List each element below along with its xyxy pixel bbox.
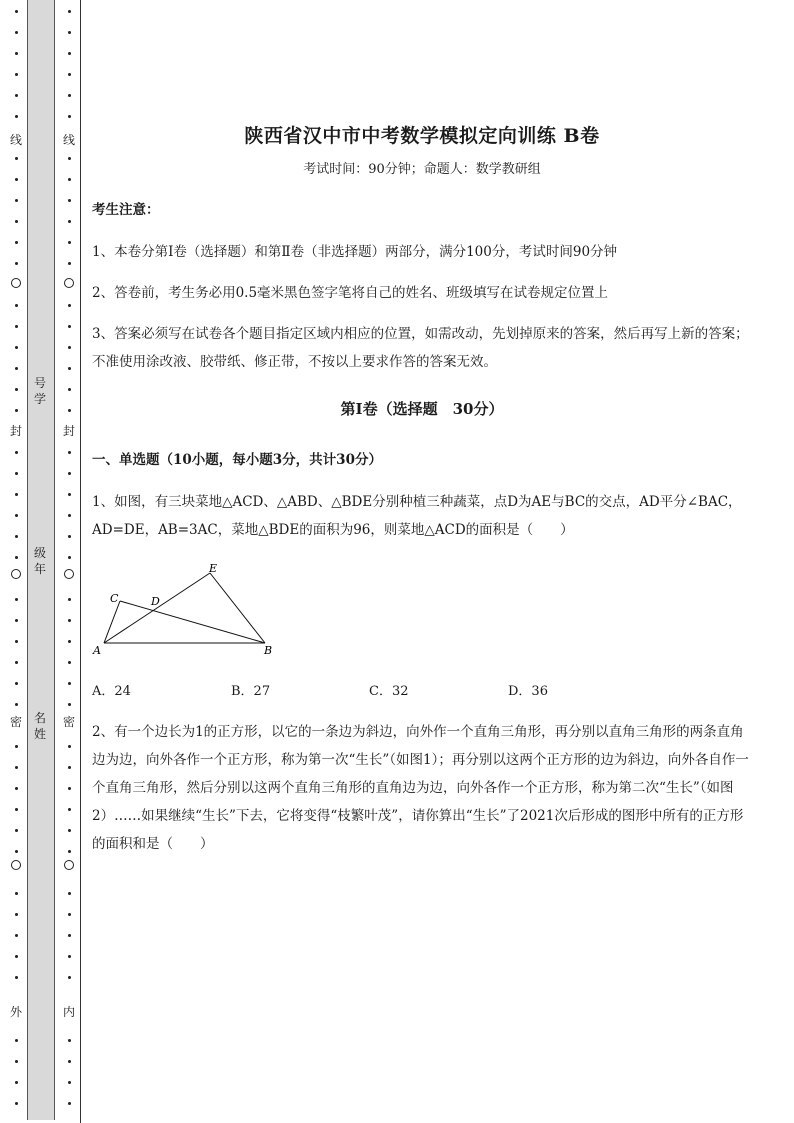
section-title: 第Ⅰ卷（选择题 30分） xyxy=(340,400,504,418)
binding-dot xyxy=(68,346,71,349)
binding-dot xyxy=(68,787,71,790)
binding-dot xyxy=(15,1060,18,1063)
binding-dot xyxy=(15,346,18,349)
question-1-text: 1、如图，有三块菜地△ACD、△ABD、△BDE分别种植三种蔬菜，点D为AE与BC的交点，AD平分∠BAC，AD=DE，AB=3AC，菜地△BDE的面积为96，则菜地△ACD的面积是（ ） xyxy=(92,494,742,538)
binding-dot xyxy=(68,1102,71,1105)
option-b[interactable]: B．27 xyxy=(231,684,271,699)
binding-circle xyxy=(64,569,74,579)
binding-dot xyxy=(68,766,71,769)
binding-dot xyxy=(68,10,71,13)
question-2-text: 2、有一个边长为1的正方形，以它的一条边为斜边，向外作一个直角三角形，再分别以直角三角形的两条直角边为边，向外各作一个正方形，称为第一次“生长”（如图1）；再分别以这两个正方形的边为斜边，向外各自作一个直角三角形，然后分别以这两个直角三角形的直角边为边，向外各作一个正方形，称为第二次“生长”（如图2）……如果继续“生长”下去，它将变得“枝繁叶茂”，请你算出“生长”了2021次后形成的图形中所有的正方形的面积和是（ ） xyxy=(92,724,749,852)
binding-dot xyxy=(15,178,18,181)
binding-dot xyxy=(15,115,18,118)
binding-dot xyxy=(15,472,18,475)
binding-dot xyxy=(68,1081,71,1084)
binding-dot xyxy=(68,199,71,202)
binding-dot xyxy=(15,304,18,307)
part-heading: 一、单选题（10小题，每小题3分，共计30分） xyxy=(92,452,382,468)
margin-char-nei-inner: 内 xyxy=(62,1005,75,1019)
binding-dot xyxy=(68,808,71,811)
binding-dot xyxy=(68,241,71,244)
name-label: 名 姓 xyxy=(33,711,46,741)
binding-dot xyxy=(68,703,71,706)
notice-item-1: 1、本卷分第Ⅰ卷（选择题）和第Ⅱ卷（非选择题）两部分，满分100分，考试时间90分钟 xyxy=(92,244,618,260)
point-d-label: D xyxy=(151,595,160,608)
binding-dot xyxy=(68,220,71,223)
binding-dot xyxy=(15,1102,18,1105)
binding-dot xyxy=(15,262,18,265)
binding-dot xyxy=(15,661,18,664)
binding-dot xyxy=(15,73,18,76)
binding-dot xyxy=(68,829,71,832)
binding-dot xyxy=(68,976,71,979)
binding-dot xyxy=(15,388,18,391)
binding-dot xyxy=(68,367,71,370)
binding-dot xyxy=(15,409,18,412)
binding-dot xyxy=(15,1081,18,1084)
binding-dot xyxy=(15,976,18,979)
segment-ae xyxy=(104,573,210,643)
notice-item-3: 3、答案必须写在试卷各个题目指定区域内相应的位置，如需改动，先划掉原来的答案，然后再写上新的答案；不准使用涂改液、胶带纸、修正带，不按以上要求作答的答案无效。 xyxy=(92,326,749,370)
binding-dot xyxy=(15,493,18,496)
binding-dot xyxy=(15,829,18,832)
page-title: 陕西省汉中市中考数学模拟定向训练 B卷 xyxy=(244,125,600,147)
binding-dot xyxy=(68,640,71,643)
binding-dot xyxy=(15,451,18,454)
binding-dot xyxy=(68,178,71,181)
binding-circle xyxy=(64,860,74,870)
binding-dot xyxy=(68,388,71,391)
binding-dot xyxy=(15,640,18,643)
student-number-label: 号 学 xyxy=(33,376,46,406)
margin-char-xian-inner: 线 xyxy=(62,133,75,147)
margin-char-feng-inner: 封 xyxy=(62,424,75,438)
segment-eb xyxy=(210,573,265,643)
binding-dot xyxy=(68,409,71,412)
binding-dot xyxy=(68,934,71,937)
notice-heading: 考生注意： xyxy=(92,202,160,218)
margin-char-mi-inner: 密 xyxy=(62,715,75,729)
point-a-label: A xyxy=(93,644,101,657)
binding-dot xyxy=(15,325,18,328)
binding-dot xyxy=(15,955,18,958)
binding-dot xyxy=(68,745,71,748)
binding-dot xyxy=(15,598,18,601)
option-d[interactable]: D．36 xyxy=(508,684,548,699)
binding-dot xyxy=(68,73,71,76)
binding-dot xyxy=(15,619,18,622)
binding-dot xyxy=(15,808,18,811)
binding-circle xyxy=(64,278,74,288)
binding-dot xyxy=(68,661,71,664)
binding-dot xyxy=(15,787,18,790)
binding-dot xyxy=(68,955,71,958)
binding-circle xyxy=(11,569,21,579)
binding-dot xyxy=(68,157,71,160)
binding-dot xyxy=(15,556,18,559)
binding-dot xyxy=(15,514,18,517)
binding-dot xyxy=(15,703,18,706)
binding-dot xyxy=(15,220,18,223)
binding-dot xyxy=(68,493,71,496)
binding-dot xyxy=(68,619,71,622)
margin-char-xian: 线 xyxy=(9,133,22,147)
binding-dot xyxy=(15,94,18,97)
binding-dot xyxy=(68,682,71,685)
binding-dot xyxy=(15,850,18,853)
binding-dot xyxy=(15,199,18,202)
binding-dot xyxy=(15,934,18,937)
binding-dot xyxy=(68,451,71,454)
binding-dot xyxy=(68,262,71,265)
segment-cb xyxy=(120,601,265,643)
margin-char-wai: 外 xyxy=(9,1005,22,1019)
binding-dot xyxy=(68,325,71,328)
binding-dot xyxy=(15,892,18,895)
margin-char-mi: 密 xyxy=(9,715,22,729)
binding-dot xyxy=(15,766,18,769)
binding-circle xyxy=(11,860,21,870)
binding-dot xyxy=(68,514,71,517)
binding-dot xyxy=(68,892,71,895)
binding-dot xyxy=(15,535,18,538)
binding-line xyxy=(80,0,81,1123)
binding-dot xyxy=(68,52,71,55)
binding-dot xyxy=(68,31,71,34)
segment-ac xyxy=(104,601,120,643)
question-1-figure xyxy=(92,558,282,658)
binding-dot xyxy=(15,10,18,13)
binding-dot xyxy=(68,913,71,916)
notice-item-2: 2、答卷前，考生务必用0.5毫米黑色签字笔将自己的姓名、班级填写在试卷规定位置上 xyxy=(92,285,609,301)
option-c[interactable]: C．32 xyxy=(369,684,409,699)
binding-dot xyxy=(68,472,71,475)
binding-dot xyxy=(15,745,18,748)
binding-dot xyxy=(15,682,18,685)
binding-dot xyxy=(68,304,71,307)
point-e-label: E xyxy=(209,562,218,575)
binding-dot xyxy=(68,94,71,97)
binding-dot xyxy=(68,1039,71,1042)
binding-dot xyxy=(68,556,71,559)
binding-dot xyxy=(68,598,71,601)
binding-dot xyxy=(15,241,18,244)
binding-dot xyxy=(15,31,18,34)
binding-dot xyxy=(15,1039,18,1042)
binding-dot xyxy=(68,1060,71,1063)
point-b-label: B xyxy=(264,644,273,657)
binding-dot xyxy=(15,52,18,55)
margin-char-feng: 封 xyxy=(9,424,22,438)
option-a[interactable]: A．24 xyxy=(92,684,131,699)
point-c-label: C xyxy=(110,592,119,605)
binding-dot xyxy=(68,535,71,538)
binding-dot xyxy=(15,157,18,160)
binding-dot xyxy=(15,367,18,370)
class-label: 级 年 xyxy=(33,546,46,576)
binding-dot xyxy=(68,115,71,118)
binding-dot xyxy=(15,913,18,916)
binding-circle xyxy=(11,278,21,288)
page-subtitle: 考试时间：90分钟；命题人：数学教研组 xyxy=(303,162,541,177)
binding-dot xyxy=(68,850,71,853)
